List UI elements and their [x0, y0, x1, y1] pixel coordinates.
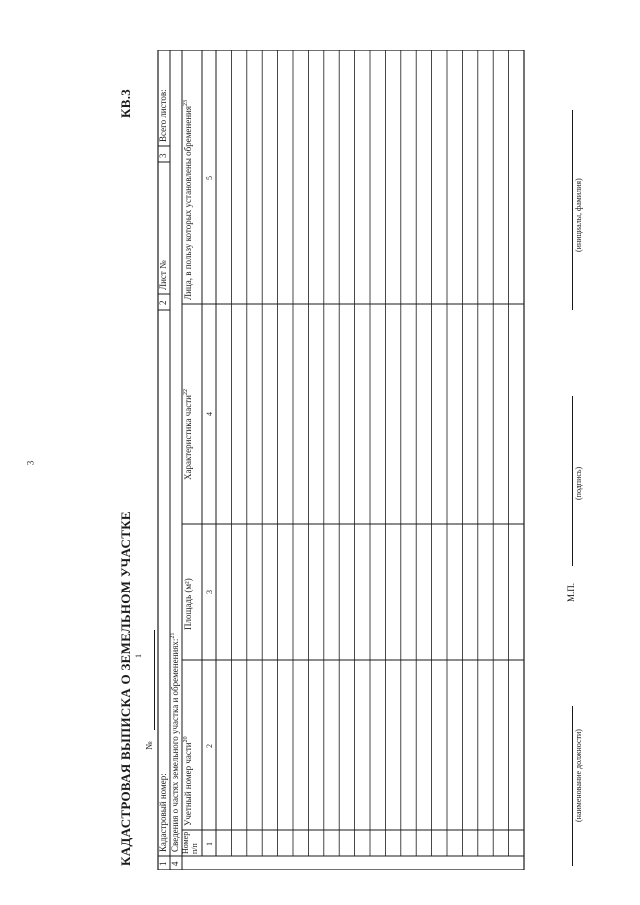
col-num-3: 3 [205, 590, 214, 594]
stamp-label: М.П. [566, 582, 576, 602]
col-label-3: Площадь (м²) [183, 578, 193, 630]
signature-line [572, 396, 573, 566]
sheet-index: 2 [158, 300, 168, 305]
form-title: КАДАСТРОВАЯ ВЫПИСКА О ЗЕМЕЛЬНОМ УЧАСТКЕ [118, 511, 133, 866]
position-caption: (наименование должности) [574, 729, 583, 822]
header-row-index: 1 [158, 861, 168, 866]
name-caption: (инициалы, фамилия) [574, 178, 583, 252]
col-num-1: 1 [205, 842, 214, 846]
col-label-5: Лица, в пользу которых установлены обременения$^{23}$ [183, 100, 193, 300]
number-superscript: 1 [134, 654, 143, 658]
section-row-index: 4 [170, 861, 180, 866]
number-label: № [144, 741, 154, 750]
total-index: 3 [158, 153, 168, 158]
total-label: Всего листов: [158, 89, 168, 142]
position-line [572, 706, 573, 866]
cadastral-number-label: Кадастровый номер: [158, 773, 168, 852]
signature-caption: (подпись) [574, 466, 583, 500]
page-number: 3 [25, 460, 36, 466]
col-num-2: 2 [205, 744, 214, 748]
rotated-form [120, 50, 600, 870]
col-num-4: 4 [205, 412, 214, 416]
section-title: Сведения о частях земельного участка и обременениях:$^{21}$ [170, 632, 180, 852]
col-label-1: Номер п/п [181, 831, 199, 854]
col-num-5: 5 [205, 176, 214, 180]
col-label-4: Характеристика части$^{22}$ [183, 389, 193, 480]
form-code: КВ.3 [118, 88, 133, 118]
name-line [572, 110, 573, 310]
col-label-2: Учетный номер части$^{20}$ [183, 736, 193, 826]
sheet-label: Лист № [158, 260, 168, 290]
